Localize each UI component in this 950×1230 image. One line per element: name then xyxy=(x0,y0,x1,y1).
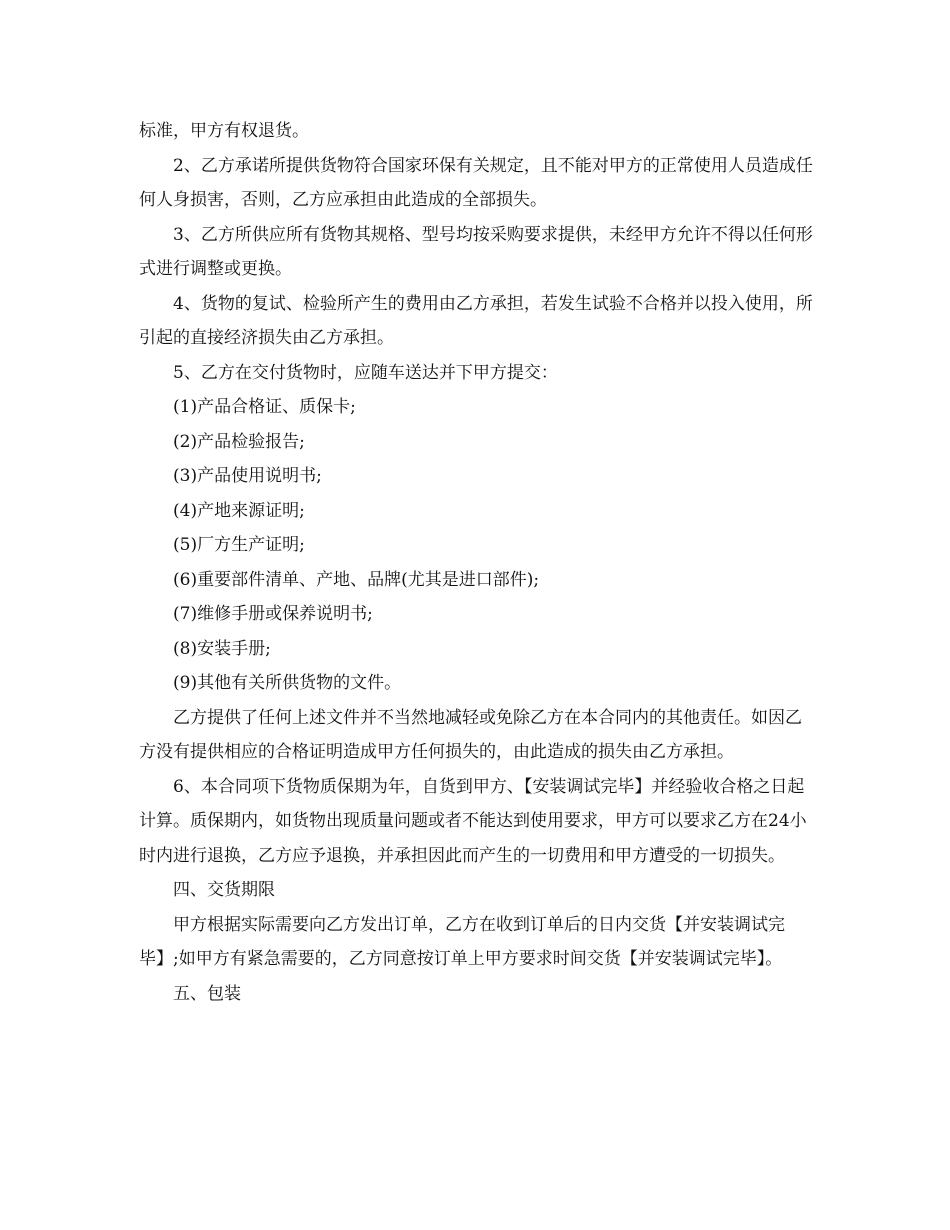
list-item-key-parts-list: (6)重要部件清单、产地、品牌(尤其是进口部件); xyxy=(173,569,540,590)
paragraph-warranty-period: 6、本合同项下货物质保期为年，自货到甲方、【安装调试完毕】并经验收合格之日起计算。质保期内，如货物出现质量问题或者不能达到使用要求，甲方可以要求乙方在24小时内进行退换，乙方应予退换，并承担因此而产生的一切费用和甲方遭受的一切损失。 xyxy=(139,776,807,866)
list-item-certificate-warranty-card: (1)产品合格证、质保卡; xyxy=(173,397,356,417)
list-item-origin-proof: (4)产地来源证明; xyxy=(173,500,305,521)
paragraph-environmental-commitment: 2、乙方承诺所提供货物符合国家环保有关规定，且不能对甲方的正常使用人员造成任何人身损害，否则，乙方应承担由此造成的全部损失。 xyxy=(139,155,813,210)
section-heading-packaging: 五、包装 xyxy=(173,983,241,1004)
paragraph-document-responsibility: 乙方提供了任何上述文件并不当然地减轻或免除乙方在本合同内的其他责任。如因乙方没有提供相应的合格证明造成甲方任何损失的，由此造成的损失由乙方承担。 xyxy=(139,707,802,762)
document-body xyxy=(139,114,814,1011)
list-item-installation-manual: (8)安装手册; xyxy=(173,638,271,659)
paragraph-testing-costs: 4、货物的复试、检验所产生的费用由乙方承担，若发生试验不合格并以投入使用，所引起的直接经济损失由乙方承担。 xyxy=(139,293,813,348)
list-item-manufacturer-proof: (5)厂方生产证明; xyxy=(173,535,305,555)
paragraph-specification-requirements: 3、乙方所供应所有货物其规格、型号均按采购要求提供，未经甲方允许不得以任何形式进行调整或更换。 xyxy=(139,224,813,279)
list-item-other-documents: (9)其他有关所供货物的文件。 xyxy=(173,673,402,693)
paragraph-order-delivery: 甲方根据实际需要向乙方发出订单，乙方在收到订单后的日内交货【并安装调试完毕】;如甲方有紧急需要的，乙方同意按订单上甲方要求时间交货【并安装调试完毕】。 xyxy=(139,914,785,969)
list-item-inspection-report: (2)产品检验报告; xyxy=(173,431,305,452)
list-item-user-manual: (3)产品使用说明书; xyxy=(173,466,322,486)
list-item-maintenance-manual: (7)维修手册或保养说明书; xyxy=(173,604,373,624)
paragraph-delivery-documents: 5、乙方在交付货物时，应随车送达并下甲方提交： xyxy=(173,362,558,383)
section-heading-delivery-deadline: 四、交货期限 xyxy=(173,880,275,900)
paragraph-quality-standard-continuation: 标准，甲方有权退货。 xyxy=(139,121,309,141)
